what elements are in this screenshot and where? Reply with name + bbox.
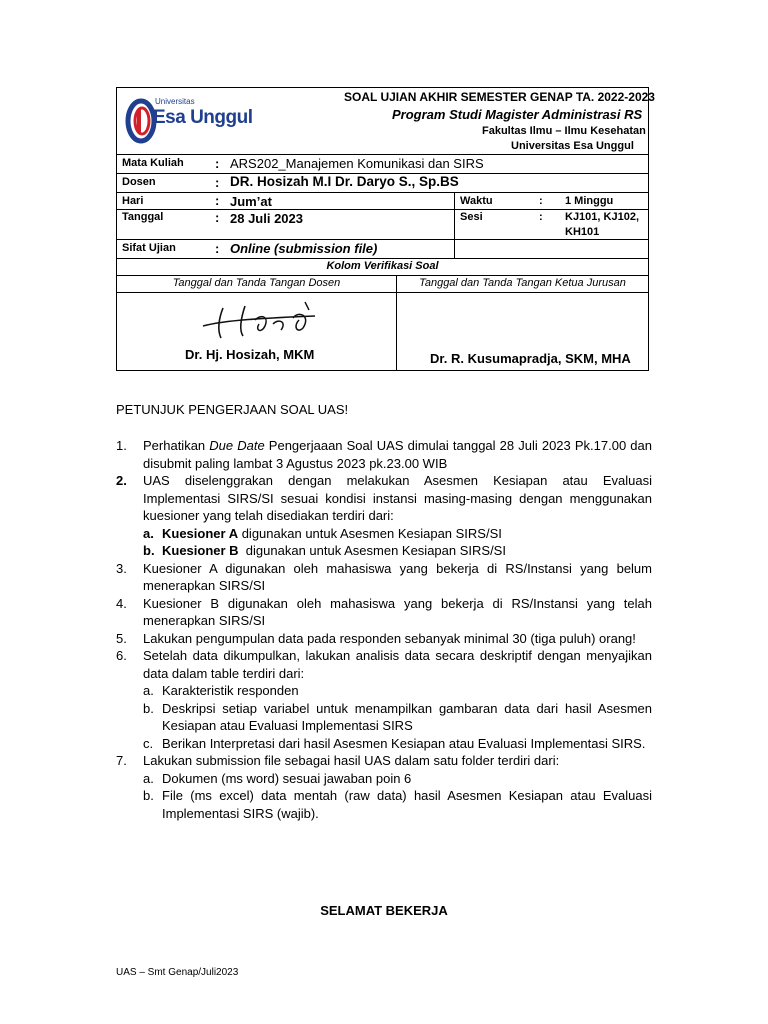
lecturer-signature-label: Tanggal dan Tanda Tangan Dosen xyxy=(172,277,341,289)
program-name: Program Studi Magister Administrasi RS xyxy=(392,107,643,122)
sub-item-letter: b. xyxy=(143,543,155,558)
sub-item-letter: b. xyxy=(143,788,154,803)
sub-item-text: Berikan Interpretasi dari hasil Asesmen Kesiapan atau Evaluasi Implementasi SIRS. xyxy=(162,735,646,751)
item-text: Lakukan submission file sebagai hasil UAS dalam satu folder terdiri dari: xyxy=(143,753,560,768)
item-number: 1. xyxy=(116,438,127,453)
colon: : xyxy=(539,195,543,207)
list-item-sub-container xyxy=(116,770,652,823)
sub-item-letter: a. xyxy=(143,525,154,541)
item-text: UAS diselenggrakan dengan melakukan Asesmen Kesiapan atau Evaluasi Implementasi SIRS/SI sesuai kondisi instansi masing-masing dengan menggunakan kuesioner yang telah disediakan terdiri dari: xyxy=(143,473,652,523)
exam-title: SOAL UJIAN AKHIR SEMESTER GENAP TA. 2022-2023 xyxy=(344,90,655,104)
sub-item-text: digunakan untuk Asesmen Kesiapan SIRS/SI xyxy=(238,525,502,541)
waktu-value: 1 Minggu xyxy=(565,195,614,207)
item-text-part: Pengerjaaan Soal UAS dimulai tanggal 28 Juli 2023 Pk.17.00 dan disubmit paling lambat 3 Agustus 2023 pk.23.00 WIB xyxy=(143,438,652,471)
mata-kuliah-value: ARS202_Manajemen Komunikasi dan SIRS xyxy=(230,156,484,171)
sub-item-text: Karakteristik responden xyxy=(162,683,299,698)
item-number: 3. xyxy=(116,560,127,576)
item-number: 5. xyxy=(116,630,127,646)
sifat-ujian-value: Online (submission file) xyxy=(230,241,378,256)
dosen-value: DR. Hosizah M.I Dr. Daryo S., Sp.BS xyxy=(230,174,459,189)
item-number: 4. xyxy=(116,595,127,611)
sub-item-text: digunakan untuk Asesmen Kesiapan SIRS/SI xyxy=(238,543,506,558)
instructions-list xyxy=(116,437,652,822)
list-item xyxy=(116,472,652,525)
item-text-part: Perhatikan xyxy=(143,438,210,453)
hari-label: Hari xyxy=(122,195,144,207)
sub-item-text: Deskripsi setiap variabel untuk menampilkan gambaran data dari hasil Asesmen Kesiapan atau Evaluasi Implementasi SIRS xyxy=(162,700,652,733)
colon: : xyxy=(215,241,220,256)
university-name: Universitas Esa Unggul xyxy=(511,140,634,152)
list-item xyxy=(116,752,652,770)
waktu-label: Waktu xyxy=(460,195,493,207)
divider xyxy=(454,192,455,258)
page-footer: UAS – Smt Genap/Juli2023 xyxy=(116,967,239,978)
colon: : xyxy=(215,193,220,208)
faculty-name: Fakultas Ilmu – Ilmu Kesehatan xyxy=(482,125,646,137)
due-date-emphasis: Due Date xyxy=(209,438,265,453)
item-text: Kuesioner B digunakan oleh mahasiswa yang bekerja di RS/Instansi yang telah menerapkan SIRS/SI xyxy=(143,595,652,628)
item-text: Kuesioner A digunakan oleh mahasiswa yang bekerja di RS/Instansi yang belum menerapkan SIRS/SI xyxy=(143,560,652,593)
sub-item-letter: b. xyxy=(143,700,154,716)
list-item xyxy=(116,630,652,648)
list-item-sub-container xyxy=(116,525,652,560)
divider xyxy=(117,192,648,193)
sesi-label: Sesi xyxy=(460,211,483,223)
verification-heading: Kolom Verifikasi Soal xyxy=(326,260,439,272)
tanggal-label: Tanggal xyxy=(122,211,164,223)
sub-item-bold: Kuesioner A xyxy=(162,525,239,541)
sub-item xyxy=(143,525,652,543)
dosen-label: Dosen xyxy=(122,176,156,188)
mata-kuliah-label: Mata Kuliah xyxy=(122,157,184,169)
tanggal-value: 28 Juli 2023 xyxy=(230,211,303,226)
exam-header-table xyxy=(116,87,655,371)
divider xyxy=(117,275,648,276)
sub-item xyxy=(143,542,652,560)
head-name: Dr. R. Kusumapradja, SKM, MHA xyxy=(430,351,631,366)
list-item xyxy=(116,560,652,595)
logo-small-text: Universitas xyxy=(155,97,195,106)
colon: : xyxy=(215,156,220,171)
sifat-ujian-label: Sifat Ujian xyxy=(122,242,176,254)
sub-item-letter: a. xyxy=(143,770,154,786)
sub-item xyxy=(143,735,652,753)
colon: : xyxy=(539,211,543,223)
sub-item-letter: c. xyxy=(143,735,154,751)
item-text: Setelah data dikumpulkan, lakukan analisis data secara deskriptif dengan menyajikan data dalam table terdiri dari: xyxy=(143,648,652,681)
logo-text: Esa Unggul xyxy=(153,107,253,128)
sub-item-text: Dokumen (ms word) sesuai jawaban poin 6 xyxy=(162,770,412,786)
item-number: 2. xyxy=(116,473,127,488)
closing-text: SELAMAT BEKERJA xyxy=(320,903,448,918)
sub-item xyxy=(143,700,652,735)
item-number: 6. xyxy=(116,648,127,663)
colon: : xyxy=(215,175,220,190)
divider xyxy=(117,239,648,240)
sub-item-bold: Kuesioner B xyxy=(162,543,239,558)
list-item xyxy=(116,595,652,630)
sesi-value-line1: KJ101, KJ102, xyxy=(565,211,639,223)
item-text: Lakukan pengumpulan data pada responden sebanyak minimal 30 (tiga puluh) orang! xyxy=(143,630,636,646)
head-signature-label: Tanggal dan Tanda Tangan Ketua Jurusan xyxy=(419,277,626,289)
divider xyxy=(117,209,648,210)
hari-value: Jum’at xyxy=(230,194,272,209)
sub-item xyxy=(143,682,652,700)
sesi-value-line2: KH101 xyxy=(565,226,600,238)
divider xyxy=(117,154,648,155)
colon: : xyxy=(215,210,220,225)
sub-item-text: File (ms excel) data mentah (raw data) hasil Asesmen Kesiapan atau Evaluasi Implementasi SIRS (wajib). xyxy=(162,788,652,821)
divider xyxy=(117,258,648,259)
list-item xyxy=(116,437,652,472)
sub-item xyxy=(143,787,652,822)
handwritten-signature-icon xyxy=(195,296,325,342)
item-number: 7. xyxy=(116,753,127,768)
sub-item xyxy=(143,770,652,788)
instructions-heading: PETUNJUK PENGERJAAN SOAL UAS! xyxy=(116,402,349,417)
item-text xyxy=(143,437,652,472)
divider xyxy=(396,275,397,370)
divider xyxy=(117,292,648,293)
list-item-sub-container xyxy=(116,682,652,752)
list-item xyxy=(116,647,652,682)
sub-item-letter: a. xyxy=(143,683,154,698)
university-logo xyxy=(125,91,253,149)
lecturer-name: Dr. Hj. Hosizah, MKM xyxy=(185,347,315,362)
